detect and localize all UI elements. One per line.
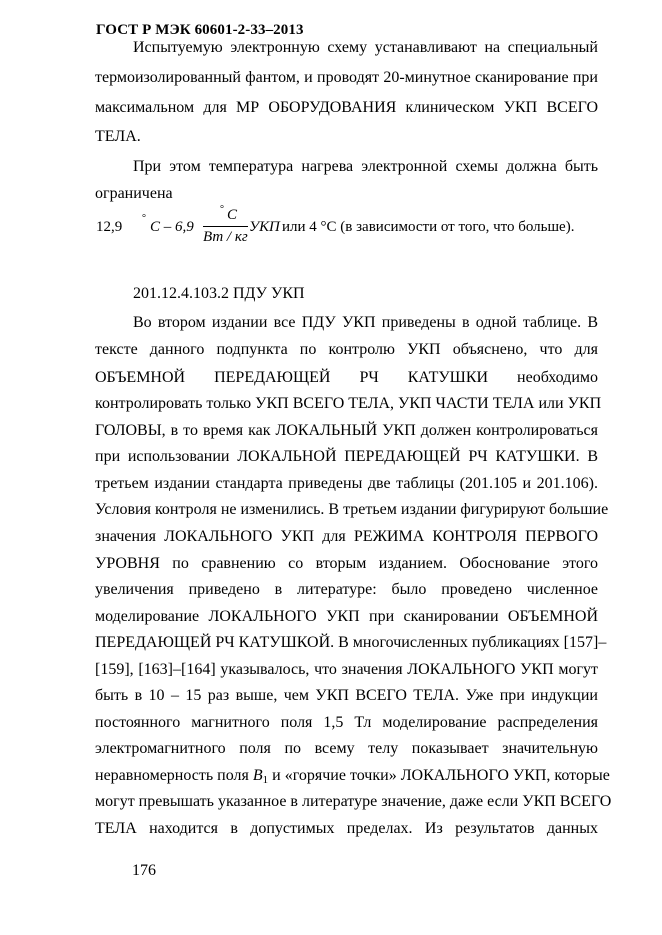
text-line: При этом температура нагрева электронной схемы должна быть [133,158,598,175]
section-heading: 201.12.4.103.2 ПДУ УКП [133,285,305,302]
text-line: УРОВНЯ по сравнению со вторым изданием. Обоснование этого [95,555,598,572]
b1-subscript: 1 [262,774,269,786]
text-line: могут превышать указанное в литературе значение, даже если УКП ВСЕГО [95,793,612,810]
text-line: постоянного магнитного поля 1,5 Тл моделирование распределения [95,714,598,731]
text-line: термоизолированный фантом, и проводят 20-минутное сканирование при [95,69,598,86]
formula-ukp: УКП [249,219,280,235]
text-line: ограничена [95,185,173,202]
b1-symbol: B [252,767,263,784]
document-header: ГОСТ Р МЭК 60601-2-33–2013 [96,22,304,38]
text-line: тексте данного подпункта по контролю УКП объяснено, что для [95,341,598,358]
fraction-bar [203,226,248,227]
text-line: увеличения приведено в литературе: было проведено численное [95,581,598,598]
formula-degree: ° [142,213,146,224]
text-line: ТЕЛА находится в допустимых пределах. Из результатов данных [95,820,598,837]
text-line: [159], [163]–[164] указывалось, что значения ЛОКАЛЬНОГО УКП могут [95,661,598,678]
text-line: ТЕЛА. [95,128,141,145]
text-line: контролировать только УКП ВСЕГО ТЕЛА, УКП ЧАСТИ ТЕЛА или УКП [95,395,602,412]
formula-c-minus: C – 6,9 [150,219,194,235]
text-line: быть в 10 – 15 раз выше, чем УКП ВСЕГО ТЕЛА. Уже при индукции [95,687,598,704]
text-line: при использовании ЛОКАЛЬНОЙ ПЕРЕДАЮЩЕЙ РЧ КАТУШКИ. В [95,448,598,465]
text-line: Испытуемую электронную схему устанавливают на специальный [133,39,598,56]
text-line: Условия контроля не изменились. В третьем издании фигурируют большие [95,501,609,518]
text-line: электромагнитного поля по всему телу показывает значительную [95,740,598,757]
formula-denominator: Вт / кг [203,229,248,245]
text-line: значения ЛОКАЛЬНОГО УКП для РЕЖИМА КОНТРОЛЯ ПЕРВОГО [95,528,598,545]
text-line: ОБЪЕМНОЙ ПЕРЕДАЮЩЕЙ РЧ КАТУШКИ необходимо [95,369,598,386]
formula-numerator-degree: ° [220,204,224,215]
b1-line-after: и «горячие точки» ЛОКАЛЬНОГО УКП, которые [268,767,610,784]
text-line-with-b1 [95,766,610,790]
formula-lead: 12,9 [96,219,123,235]
text-line: третьем издании стандарта приведены две таблицы (201.105 и 201.106). [95,475,598,492]
b1-line-before: неравномерность поля [95,767,253,784]
formula-tail: или 4 °С (в зависимости от того, что больше). [282,219,575,235]
formula-numerator: C [227,207,238,223]
text-line: ПЕРЕДАЮЩЕЙ РЧ КАТУШКОЙ. В многочисленных публикациях [157]– [95,634,607,651]
text-line: максимальном для МР ОБОРУДОВАНИЯ клиническом УКП ВСЕГО [95,99,598,116]
page-number: 176 [132,862,156,879]
text-line: моделирование ЛОКАЛЬНОГО УКП при сканировании ОБЪЕМНОЙ [95,608,598,625]
text-line: ГОЛОВЫ, в то время как ЛОКАЛЬНЫЙ УКП должен контролироваться [95,422,598,439]
text-line: Во втором издании все ПДУ УКП приведены в одной таблице. В [133,314,598,331]
